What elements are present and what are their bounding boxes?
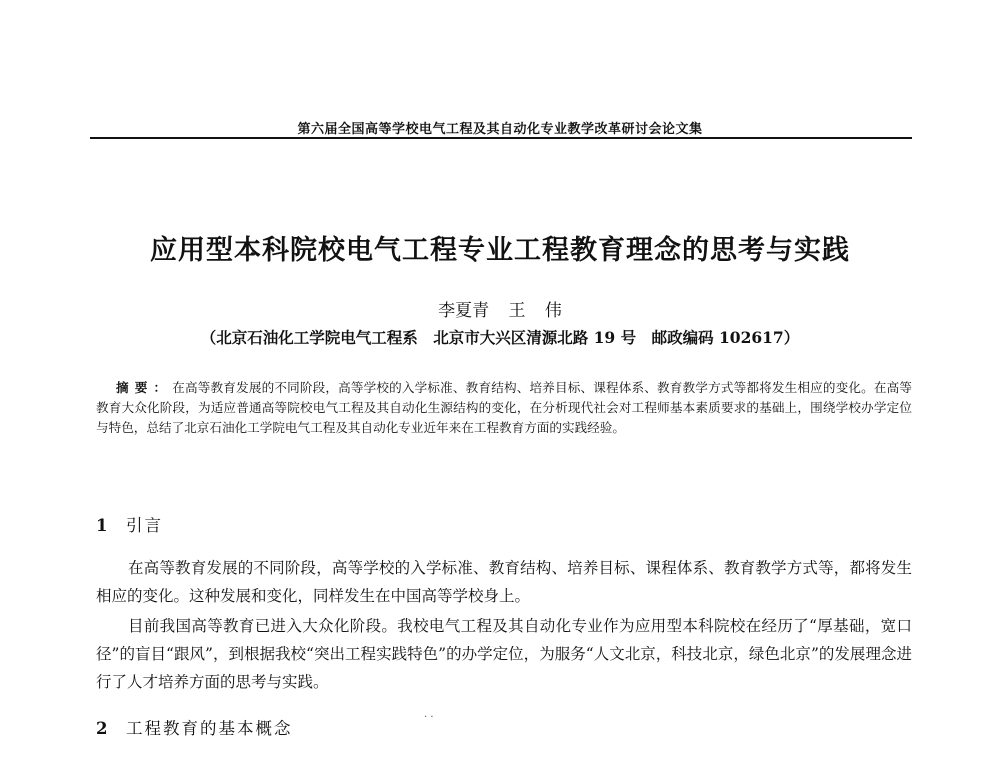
section-number: 2 <box>96 719 108 738</box>
section-title: 工程教育的基本概念 <box>126 719 293 738</box>
section-heading-introduction <box>96 512 163 536</box>
abstract-text: 在高等教育发展的不同阶段，高等学校的入学标准、教育结构、培养目标、课程体系、教育教学方式等都将发生相应的变化。在高等教育大众化阶段，为适应普通高等院校电气工程及其自动化生源结构的变化，在分析现代社会对工程师基本素质要求的基础上，围绕学校办学定位与特色，总结了北京石油化工学院电气工程及其自动化专业近年来在工程教育方面的实践经验。 <box>96 380 913 435</box>
section-number: 1 <box>96 516 108 535</box>
affiliation: （北京石油化工学院电气工程系 北京市大兴区清源北路 19 号 邮政编码 102617） <box>200 328 800 347</box>
section-title: 引言 <box>126 516 163 535</box>
authors: 李夏青 王 伟 <box>438 301 562 321</box>
abstract <box>96 378 912 438</box>
scan-specks: · · <box>424 712 434 723</box>
header-rule <box>90 137 912 139</box>
abstract-label: 摘要： <box>116 380 173 395</box>
running-header: 第六届全国高等学校电气工程及其自动化专业教学改革研讨会论文集 <box>297 122 703 137</box>
section-heading-engineering-education <box>96 715 293 739</box>
paragraph: 目前我国高等教育已进入大众化阶段。我校电气工程及其自动化专业作为应用型本科院校在经历了“厚基础，宽口径”的盲目“跟风”，到根据我校“突出工程实践特色”的办学定位，为服务“人文北京，科技北京，绿色北京”的发展理念进行了人才培养方面的思考与实践。 <box>96 617 912 691</box>
paper-title: 应用型本科院校电气工程专业工程教育理念的思考与实践 <box>150 235 850 266</box>
paragraph: 在高等教育发展的不同阶段，高等学校的入学标准、教育结构、培养目标、课程体系、教育教学方式等，都将发生相应的变化。这种发展和变化，同样发生在中国高等学校身上。 <box>96 559 912 605</box>
